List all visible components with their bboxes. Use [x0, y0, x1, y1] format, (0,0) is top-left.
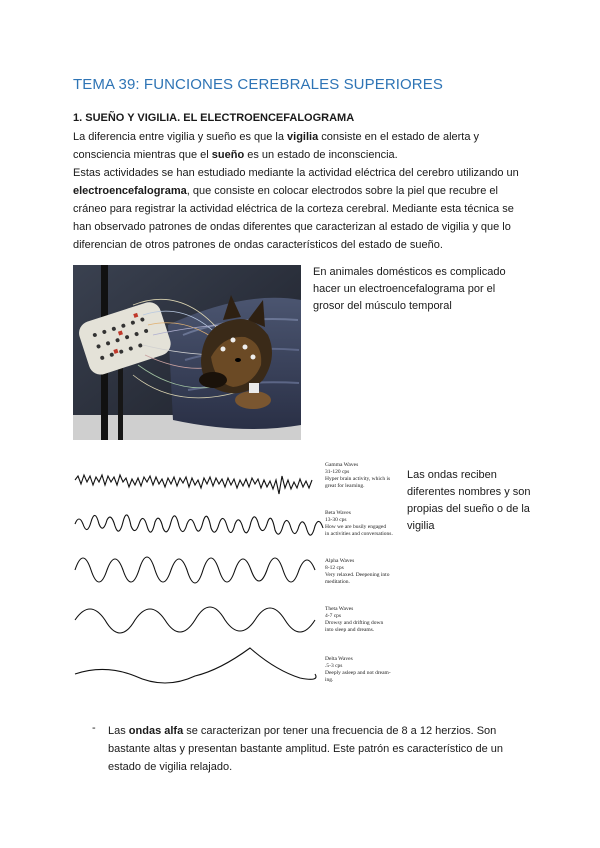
paragraph-eeg	[73, 164, 533, 254]
text-run: Estas actividades se han estudiado mediante la actividad eléctrica del cerebro utilizando un	[73, 167, 519, 179]
brain-waves-figure	[73, 452, 398, 704]
wave-label-freq: 13-30 cps	[325, 517, 347, 523]
wave-label-desc: into sleep and dreams.	[325, 627, 375, 633]
wave-label-freq: 8-12 cps	[325, 565, 344, 571]
eeg-dog-photo	[73, 265, 301, 440]
wave-label-desc: How we are busily engaged	[325, 524, 387, 530]
text-run: La diferencia entre vigilia y sueño es que la	[73, 131, 288, 143]
wave-label-desc: ing.	[325, 677, 334, 683]
bullet-marker: -	[92, 722, 96, 734]
section-heading: 1. SUEÑO Y VIGILIA. EL ELECTROENCEFALOGRAMA	[73, 112, 355, 124]
bold-term: ondas alfa	[128, 725, 184, 737]
wave-label-freq: 4-7 cps	[325, 613, 342, 619]
wave-label-freq: .5-3 cps	[325, 663, 343, 669]
wave-label-name: Beta Waves	[325, 510, 351, 516]
bold-term: sueño	[211, 149, 245, 161]
wave-label-desc: in activities and conversations.	[325, 531, 393, 537]
wave-label-desc: Very relaxed. Deepening into	[325, 572, 390, 578]
bold-term: vigilia	[287, 131, 319, 143]
bold-term: electroencefalograma	[73, 185, 187, 197]
page-title: TEMA 39: FUNCIONES CEREBRALES SUPERIORES	[73, 76, 443, 93]
eeg-dog-illustration	[73, 265, 301, 440]
wave-label-desc: Hyper brain activity, which is	[325, 476, 391, 482]
text-run: consiste en el estado de alerta y consciencia mientras que el	[73, 131, 480, 161]
text-run: , que consiste en colocar electrodos sobre la piel que recubre el cráneo para registrar la actividad eléctrica de la corteza cerebral. Mediante esta técnica se han observado patrones de ondas diferentes que caracterizan al estado de vigilia y que lo diferencian de otros patrones de ondas característicos del estado de sueño.	[73, 185, 514, 251]
wave-label-name: Alpha Waves	[325, 558, 355, 564]
text-run: es un estado de inconsciencia.	[244, 149, 398, 161]
wave-label-desc: meditation.	[325, 579, 350, 585]
text-run: Las	[108, 725, 129, 737]
wave-label-desc: Drowsy and drifting down	[325, 620, 384, 626]
brain-waves-diagram	[73, 452, 398, 704]
wave-label-name: Gamma Waves	[325, 462, 359, 468]
wave-label-name: Theta Waves	[325, 606, 354, 612]
bullet-alpha-waves	[108, 722, 528, 776]
wave-label-name: Delta Waves	[325, 656, 353, 662]
wave-label-desc: Deeply asleep and not dream-	[325, 670, 391, 676]
wave-label-desc: great for learning.	[325, 483, 365, 489]
photo-caption: En animales domésticos es complicado hacer un electroencefalograma por el grosor del músculo temporal	[313, 266, 506, 312]
paragraph-intro	[73, 128, 533, 164]
text-run: se caracterizan por tener una frecuencia de 8 a 12 herzios. Son bastante altas y presentan bastante amplitud. Este patrón es característico de un estado de vigilia relajado.	[108, 725, 504, 773]
wave-label-freq: 31-120 cps	[325, 469, 350, 475]
waves-caption: Las ondas reciben diferentes nombres y son propias del sueño o de la vigilia	[407, 469, 531, 532]
